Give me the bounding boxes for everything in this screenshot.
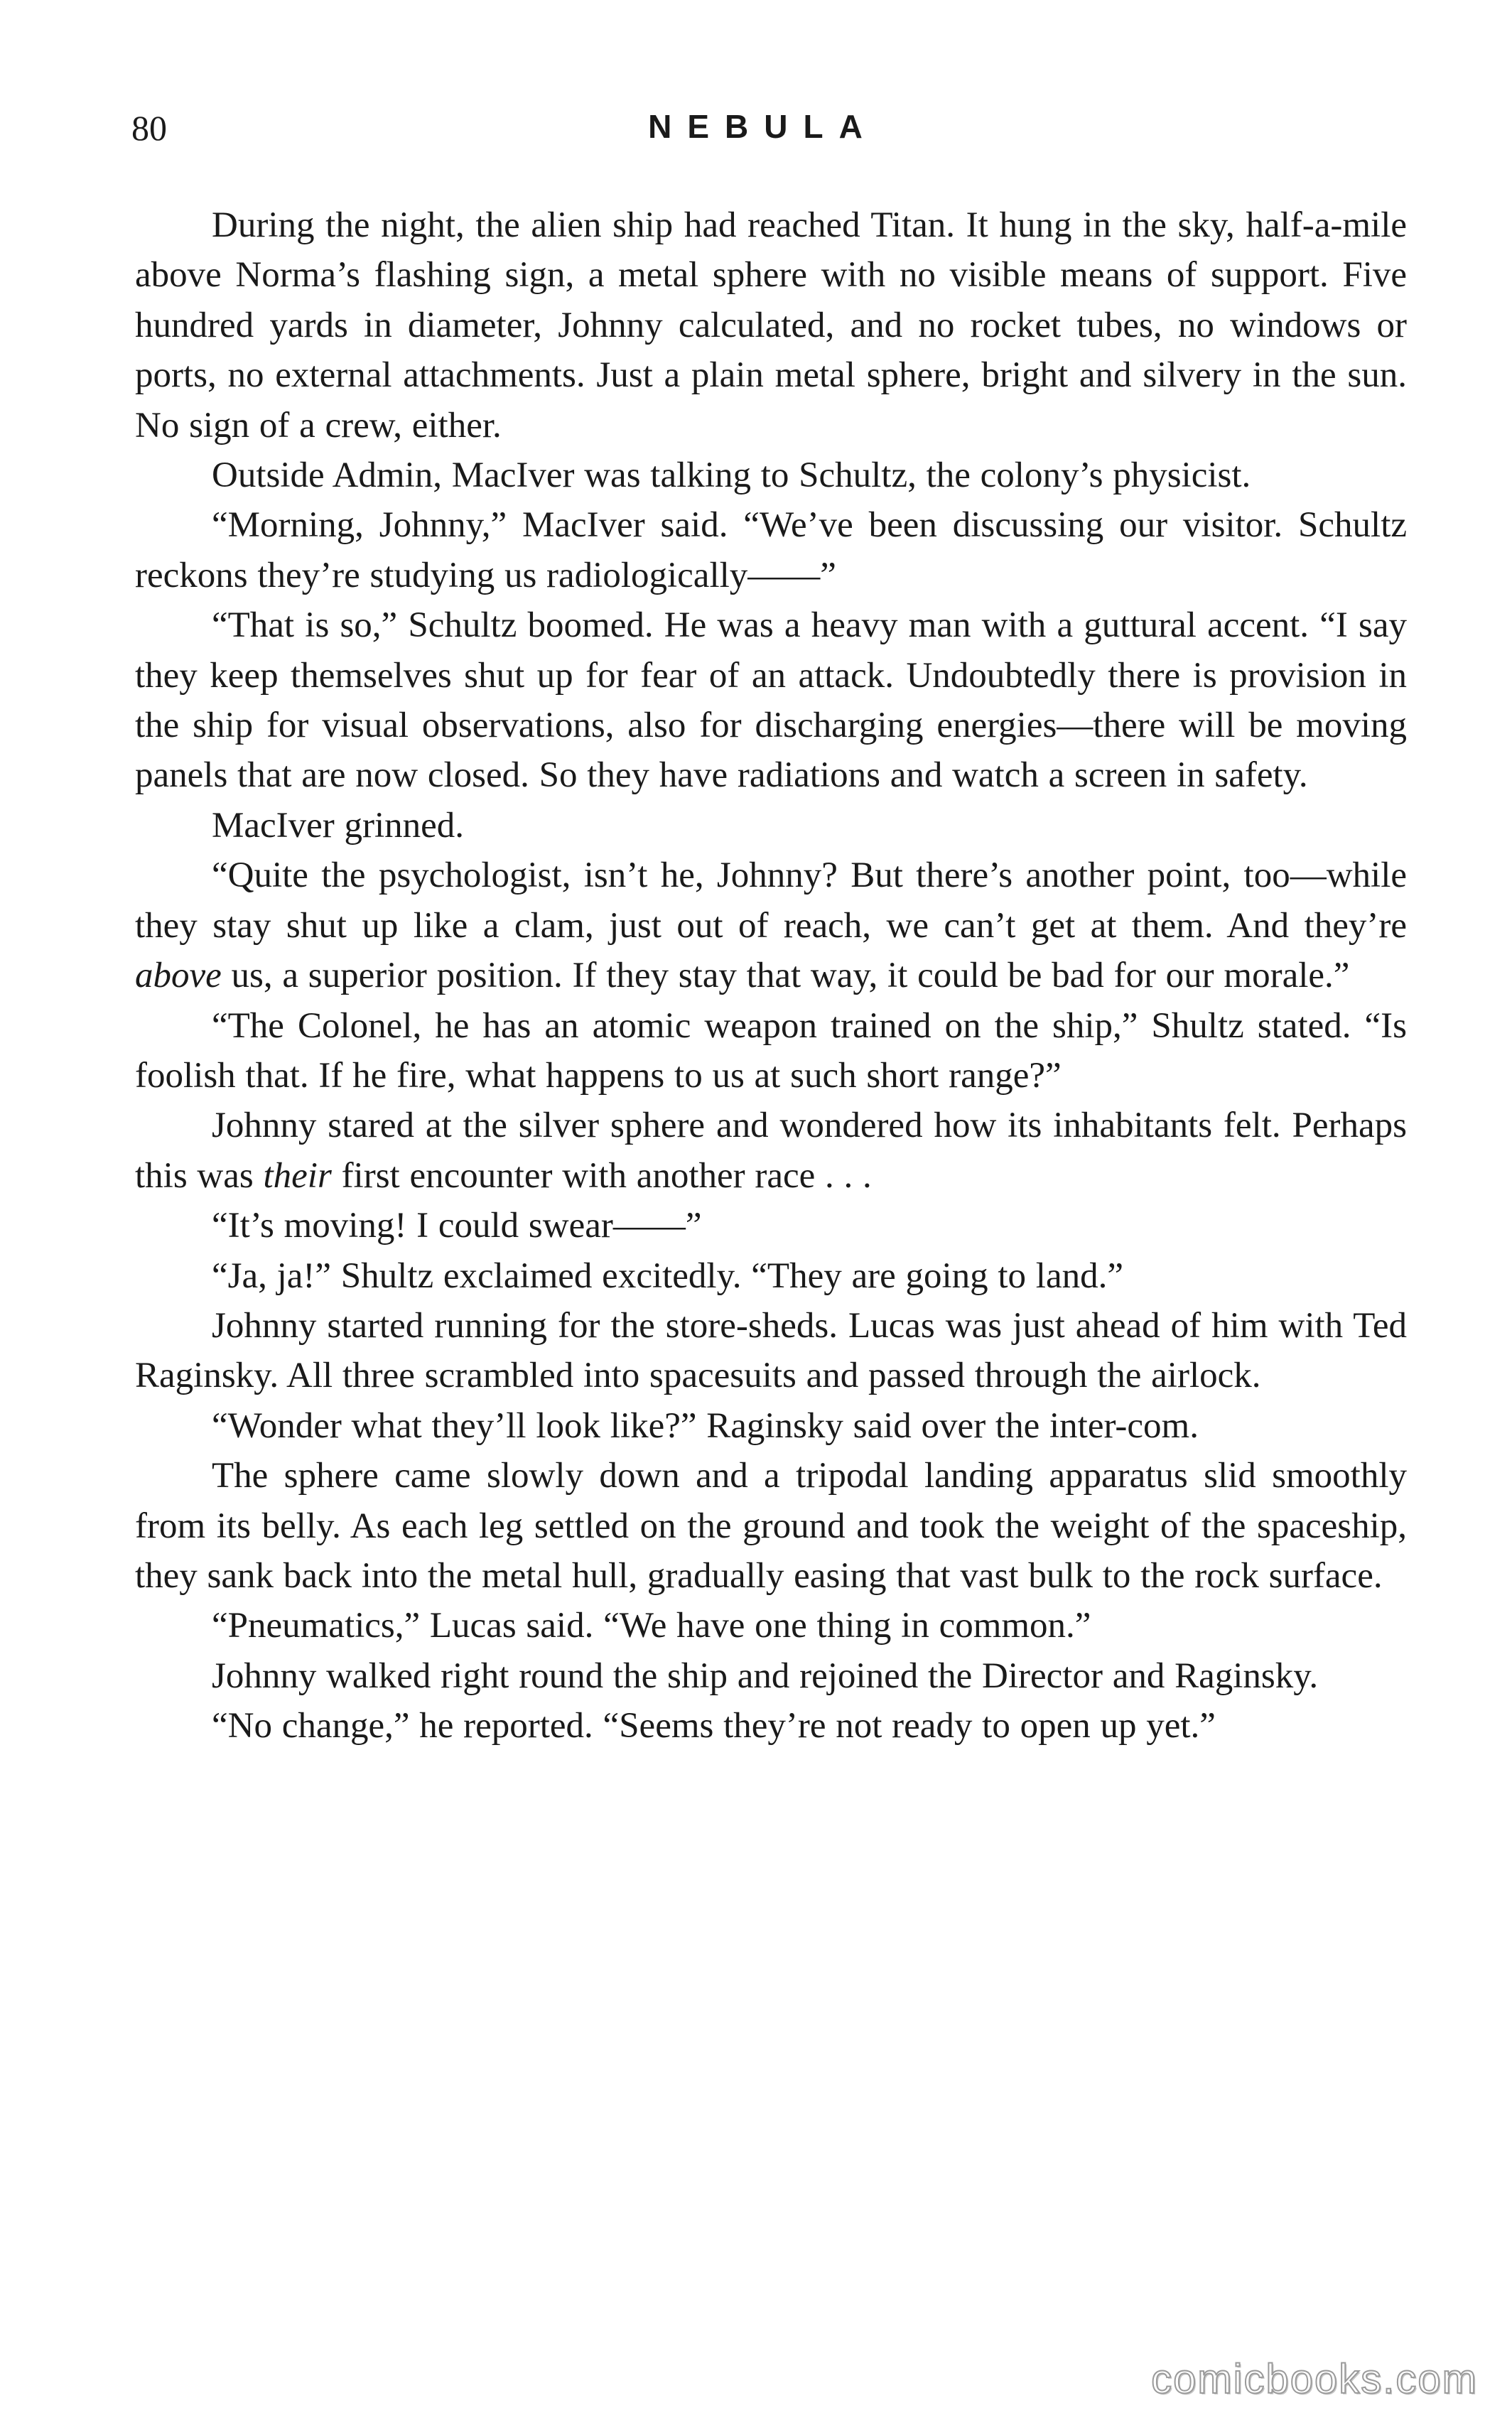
- paragraph: [135, 1401, 1407, 1451]
- paragraph: [135, 1651, 1407, 1701]
- paragraph: [135, 600, 1407, 801]
- paragraph: [135, 1601, 1407, 1651]
- paragraph: [135, 1001, 1407, 1101]
- page-number: 80: [131, 108, 167, 148]
- paragraph-text: “The Colonel, he has an atomic weapon trained on the ship,” Shultz stated. “Is foolish that. If he fire, what happens to us at such short range?”: [135, 1005, 1407, 1096]
- paragraph: [135, 801, 1407, 850]
- paragraph-text: “It’s moving! I could swear——”: [212, 1206, 702, 1246]
- paragraph-text: Johnny started running for the store-sheds. Lucas was just ahead of him with Ted Raginsky. All three scrambled into spacesuits and passed through the airlock.: [135, 1305, 1407, 1396]
- paragraph: [135, 1101, 1407, 1201]
- paragraph: [135, 1251, 1407, 1301]
- paragraph: [135, 1451, 1407, 1601]
- paragraph-text: “Ja, ja!” Shultz exclaimed excitedly. “They are going to land.”: [212, 1255, 1124, 1296]
- paragraph-text: MacIver grinned.: [212, 805, 465, 846]
- paragraph: [135, 1301, 1407, 1401]
- paragraph-text: “Wonder what they’ll look like?” Raginsky said over the inter-com.: [212, 1405, 1199, 1446]
- paragraph-text: During the night, the alien ship had reached Titan. It hung in the sky, half-a-mile above Norma’s flashing sign, a metal sphere with no visible means of support. Five hundred yards in diameter, Johnny calculated, and no rocket tubes, no windows or ports, no external attachments. Just a plain metal sphere, bright and silvery in the sun. No sign of a crew, either.: [135, 205, 1407, 445]
- paragraph-text: Johnny stared at the silver sphere and wondered how its inhabitants felt. Perhaps this was: [135, 1106, 1407, 1196]
- paragraph: [135, 1701, 1407, 1751]
- paragraph-text: “Pneumatics,” Lucas said. “We have one thing in common.”: [212, 1606, 1091, 1646]
- paragraph: [135, 850, 1407, 1000]
- paragraph: [135, 450, 1407, 500]
- running-title: NEBULA: [648, 108, 878, 145]
- paragraph: [135, 200, 1407, 450]
- paragraph: [135, 1201, 1407, 1250]
- paragraph-text: us, a superior position. If they stay that way, it could be bad for our morale.”: [221, 956, 1350, 996]
- paragraph: [135, 500, 1407, 600]
- paragraph-text: The sphere came slowly down and a tripodal landing apparatus slid smoothly from its belly. As each leg settled on the ground and took the weight of the spaceship, they sank back into the metal hull, gradually easing that vast bulk to the rock surface.: [135, 1456, 1407, 1596]
- paragraph-text: “Morning, Johnny,” MacIver said. “We’ve been discussing our visitor. Schultz reckons they’re studying us radiologically——”: [135, 505, 1407, 595]
- paragraph-text: “No change,” he reported. “Seems they’re not ready to open up yet.”: [212, 1706, 1216, 1746]
- italic-text: above: [135, 956, 222, 996]
- site-watermark: comicbooks.com: [1151, 2356, 1478, 2402]
- paragraph-text: Outside Admin, MacIver was talking to Schultz, the colony’s physicist.: [212, 455, 1251, 496]
- paragraph-text: “That is so,” Schultz boomed. He was a heavy man with a guttural accent. “I say they keep themselves shut up for fear of an attack. Undoubtedly there is provision in the ship for visual observations, also for discharging energies—there will be moving panels that are now closed. So they have radiations and watch a screen in safety.: [135, 605, 1407, 796]
- paragraph-text: Johnny walked right round the ship and rejoined the Director and Raginsky.: [212, 1655, 1319, 1696]
- body-text: [135, 200, 1407, 1751]
- paragraph-text: “Quite the psychologist, isn’t he, Johnny? But there’s another point, too—while they stay shut up like a clam, just out of reach, we can’t get at them. And they’re: [135, 855, 1407, 946]
- italic-text: their: [263, 1155, 332, 1196]
- paragraph-text: first encounter with another race . . .: [331, 1155, 872, 1196]
